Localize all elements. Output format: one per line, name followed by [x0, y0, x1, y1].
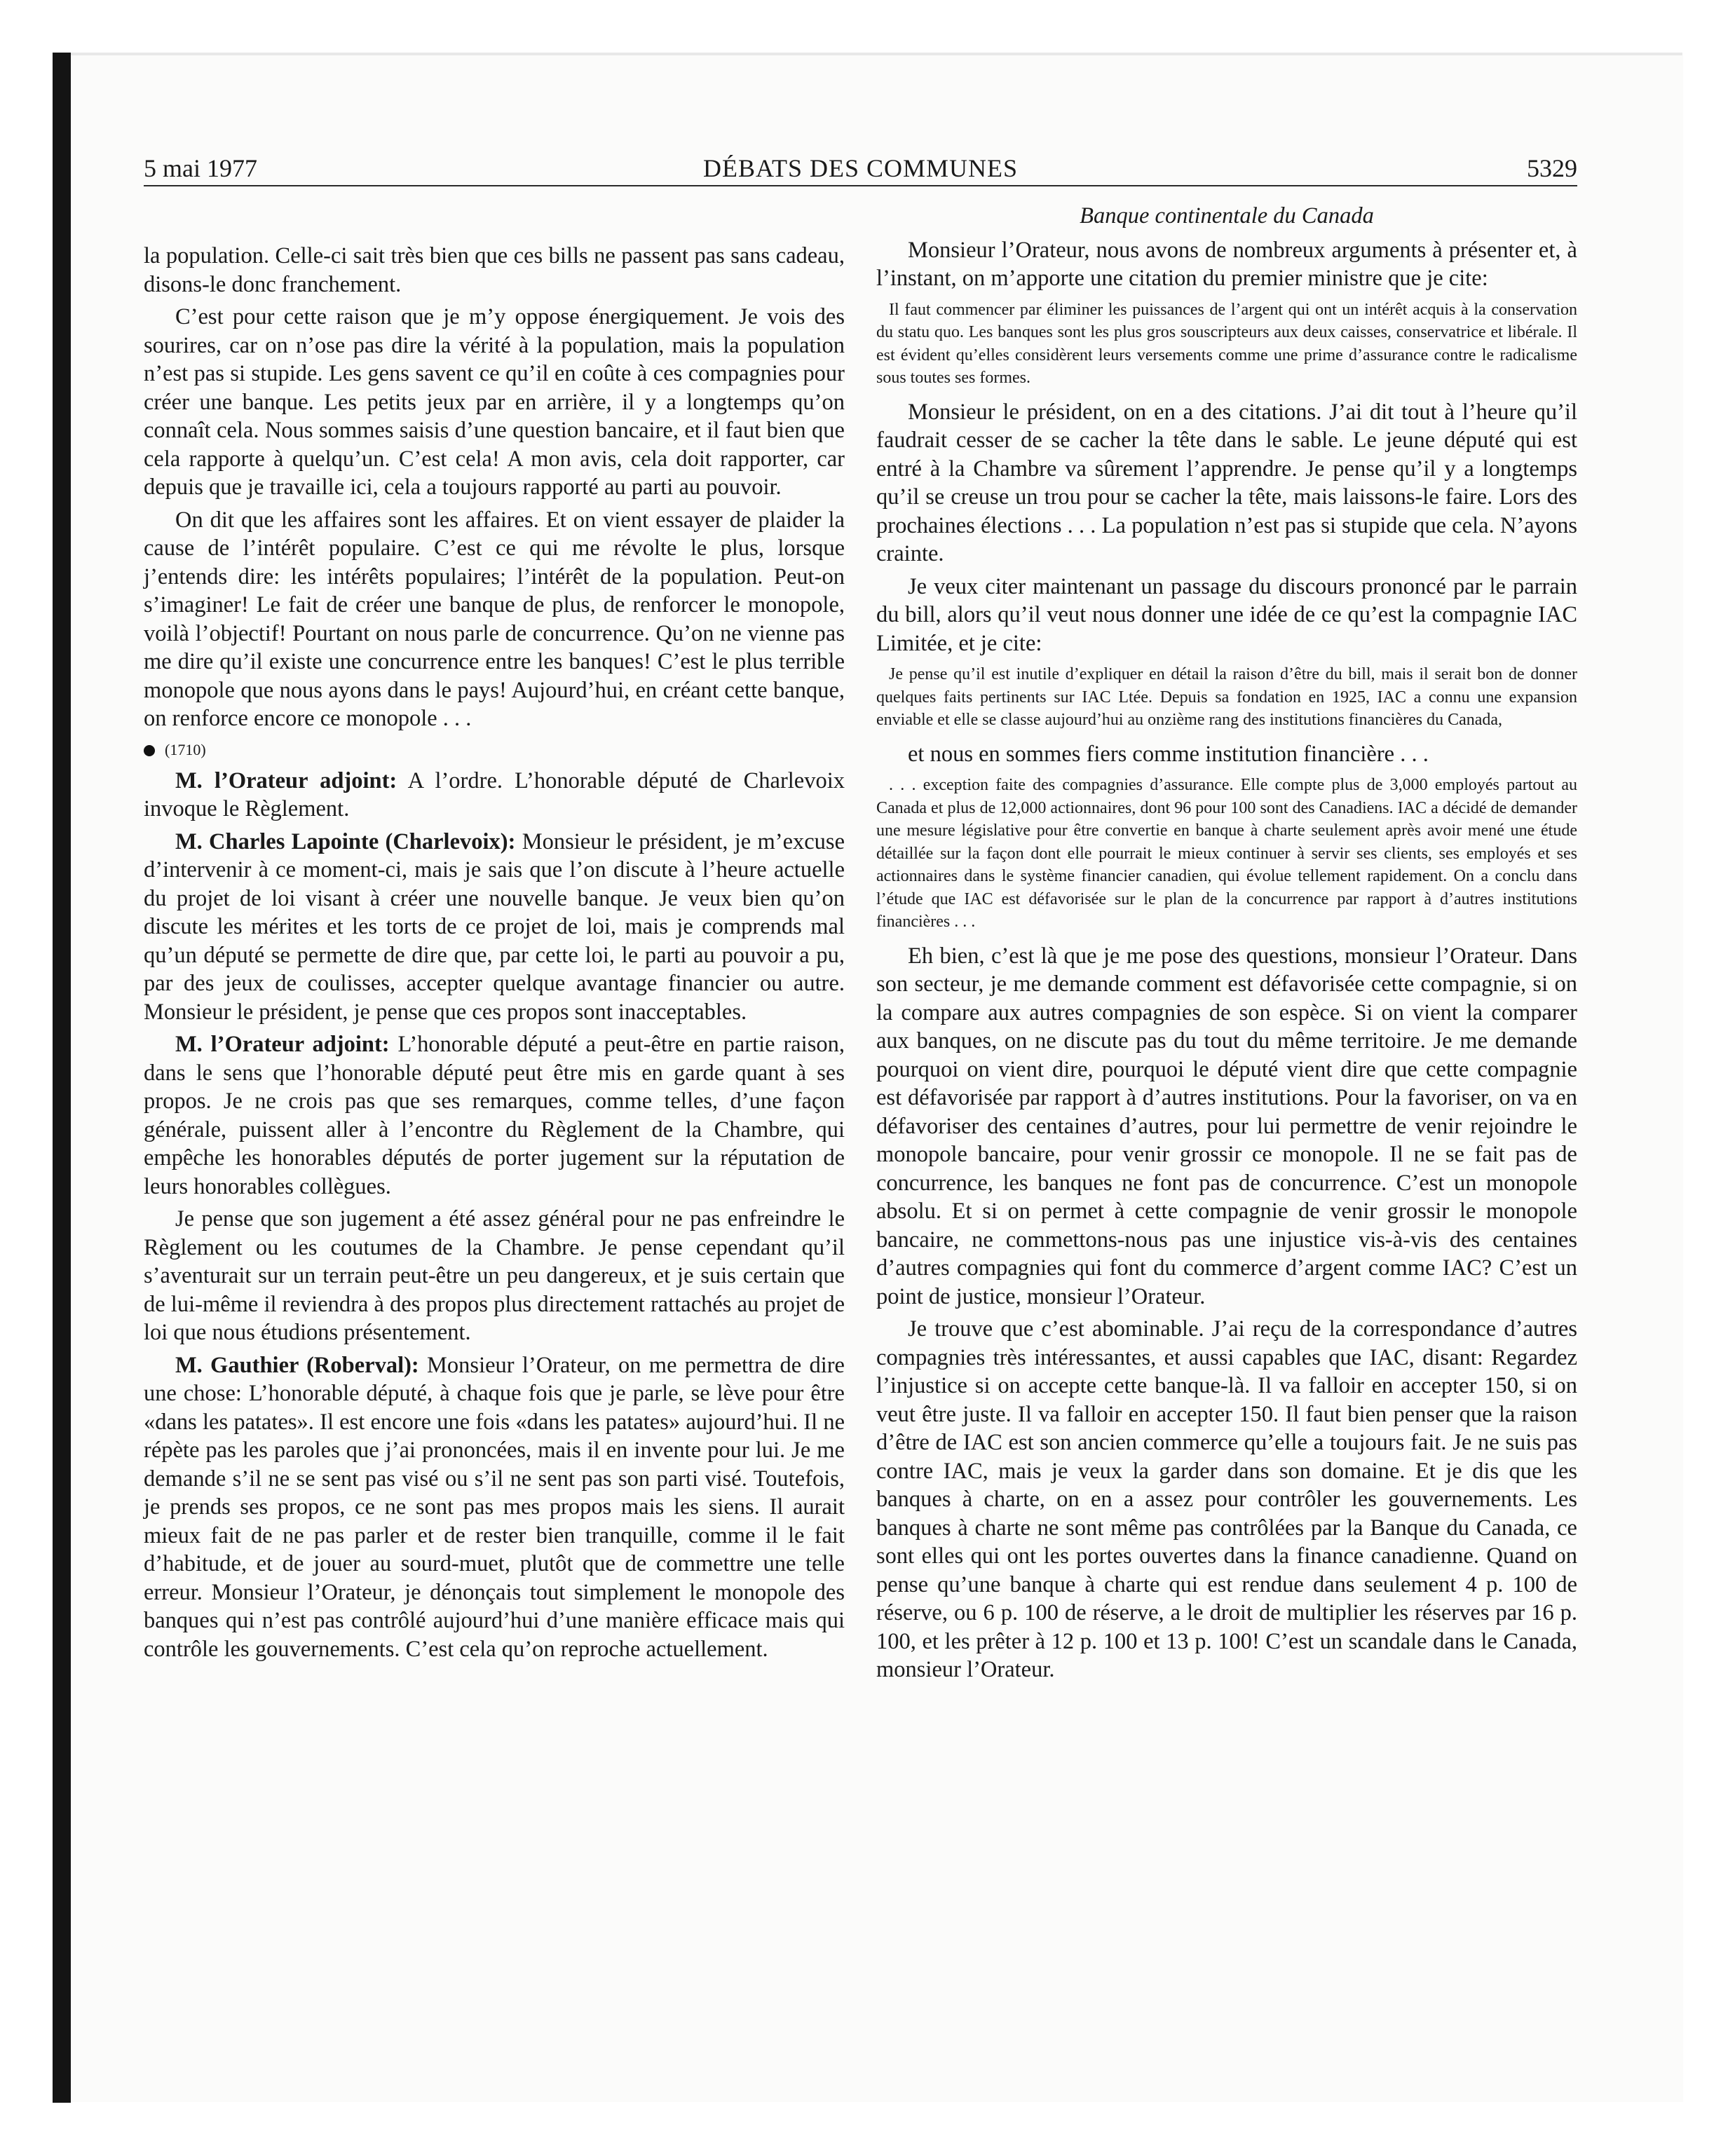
section-title: Banque continentale du Canada — [1080, 203, 1374, 228]
speech — [144, 1351, 845, 1664]
speech-text: Monsieur le président, je m’excuse d’intervenir à ce moment-ci, mais je sais que l’on discute à l’heure actuelle du projet de loi visant à créer une nouvelle banque. Je veux bien qu’on discute les mérites et les torts de ce projet de loi, mais je comprends mal qu’un député se permette de dire que, par cette loi, le parti au pouvoir a pu, par des jeux de coulisses, accepter quelque avantage financier ou autre. Monsieur le président, je pense que ces propos sont inacceptables. — [144, 828, 845, 1025]
paragraph: Je trouve que c’est abominable. J’ai reçu de la correspondance d’autres compagnies très intéressantes, et aussi capables que IAC, disant: Regardez l’injustice si on accepte cette banque-là. Il va falloir en accepter 150, si on veut être juste. Il va falloir en accepter 150. Il faut bien penser que la raison d’être de IAC est son ancien commerce qu’elle a toujours fait. Je ne suis pas contre IAC, mais je veux la garder dans son domaine. Et je dis que les banques à charte, on en a assez pour contrôler les gouvernements. Les banques à charte ne sont même pas contrôlées par la Banque du Canada, ce sont elles qui ont les portes ouvertes dans la finance canadienne. Quand on pense qu’une banque à charte qui est rendue dans seulement 4 p. 100 de réserve, ou 6 p. 100 de réserve, a le droit de multiplier les réserves par 16 p. 100, et les prêter à 12 p. 100 et 13 p. 100! C’est un scandale dans le Canada, monsieur l’Orateur. — [876, 1316, 1577, 1682]
speech — [144, 767, 845, 824]
speaker-name: M. l’Orateur adjoint: — [175, 767, 397, 793]
speaker-name: M. l’Orateur adjoint: — [175, 1032, 390, 1057]
paragraph: Je pense que son jugement a été assez général pour ne pas enfreindre le Règlement ou les coutumes de la Chambre. Je pense cependant qu’il s’aventurait sur un terrain peut-être un peu dangereux, et je suis certain que de lui-même il reviendra à des propos plus directement rattachés au projet de loi que nous étudions présentement. — [144, 1206, 845, 1345]
speech — [144, 828, 845, 1027]
scan-binding-edge — [53, 53, 71, 2103]
block-quote: . . . exception faite des compagnies d’assurance. Elle compte plus de 3,000 employés partout au Canada et plus de 12,000 actionnaires, dont 96 pour 100 sont des Canadiens. IAC a décidé de demander une mesure législative pour être convertie en banque à charte seulement après avoir mené une étude détaillée sur la façon dont elle pourrait le mieux continuer à servir ses clients, ses employés et ses actionnaires dans le système financier canadien, qui évolue tellement rapidement. On a conclu dans l’étude que IAC est défavorisée sur le plan de la concurrence par rapport à d’autres institutions financières . . . — [876, 776, 1577, 931]
speaker-name: M. Charles Lapointe (Charlevoix): — [175, 828, 516, 854]
paragraph: la population. Celle-ci sait très bien que ces bills ne passent pas sans cadeau, disons-le donc franchement. — [144, 243, 845, 297]
time-marker-label: (1710) — [165, 740, 206, 758]
speech-text: L’honorable député a peut-être en partie raison, dans le sens que l’honorable député peut être mis en garde quant à ses propos. Je ne crois pas que ses remarques, comme telles, d’une façon générale, puissent aller à l’encontre du Règlement de la Chambre, qui empêche les honorables députés de porter jugement sur la réputation de leurs honorables collègues. — [144, 1032, 845, 1199]
left-column — [144, 242, 845, 1667]
interjection: et nous en sommes fiers comme institution financière . . . — [908, 741, 1429, 767]
speech — [144, 1030, 845, 1201]
block-quote: Il faut commencer par éliminer les puissances de l’argent qui ont un intérêt acquis à la conservation du statu quo. Les banques sont les plus gros souscripteurs aux deux caisses, conservatrice et libérale. Il est évident qu’elles considèrent leurs versements comme une prime d’assurance contre le radicalisme sous toutes ses formes. — [876, 300, 1577, 387]
time-marker — [144, 737, 845, 763]
bullet-icon — [144, 745, 155, 756]
speech-text: Monsieur l’Orateur, on me permettra de dire une chose: L’honorable député, à chaque fois que je parle, se lève pour être «dans les patates». Il est encore une fois «dans les patates» aujourd’hui. Il ne répète pas les paroles que j’ai prononcées, mais il en invente pour lui. Je me demande s’il ne se sent pas visé ou s’il ne sent pas son parti visé. Toutefois, je prends ses propos, ce ne sont pas mes propos mais les siens. Il aurait mieux fait de ne pas parler et de rester bien tranquille, comme il le fait d’habitude, et de jouer au sourd-muet, plutôt que de commettre une telle erreur. Monsieur l’Orateur, je dénonçais tout simplement le monopole des banques qui n’est pas contrôlé aujourd’hui d’une manière efficace mais qui contrôle les gouvernements. C’est cela qu’on reproche actuellement. — [144, 1352, 845, 1662]
header-date: 5 mai 1977 — [144, 154, 257, 182]
page-number: 5329 — [1527, 154, 1577, 182]
publication-title: DÉBATS DES COMMUNES — [702, 154, 1019, 182]
block-quote: Je pense qu’il est inutile d’expliquer en détail la raison d’être du bill, mais il serait bon de donner quelques faits pertinents sur IAC Ltée. Depuis sa fondation en 1925, IAC a connu une expansion enviable et elle se classe aujourd’hui au onzième rang des institutions financières du Canada, — [876, 665, 1577, 729]
paragraph: Je veux citer maintenant un passage du discours prononcé par le parrain du bill, alors qu’il veut nous donner une idée de ce qu’est la compagnie IAC Limitée, et je cite: — [876, 573, 1577, 656]
paragraph: Monsieur l’Orateur, nous avons de nombreux arguments à présenter et, à l’instant, on m’apporte une citation du premier ministre que je cite: — [876, 237, 1577, 291]
paragraph: Monsieur le président, on en a des citations. J’ai dit tout à l’heure qu’il faudrait cesser de se cacher la tête dans le sable. Le jeune député qui est entré à la Chambre va sûrement l’apprendre. Je pense qu’il y a longtemps qu’il se creuse un trou pour se cacher la tête, mais laissons-le faire. Lors des prochaines élections . . . La population n’est pas si stupide que cela. N’ayons crainte. — [876, 399, 1577, 566]
speaker-name: M. Gauthier (Roberval): — [175, 1352, 419, 1378]
paragraph: Eh bien, c’est là que je me pose des questions, monsieur l’Orateur. Dans son secteur, je me demande comment est défavorisée cette compagnie, si on la compare aux autres compagnies de son espèce. Si on vient la comparer aux banques, on ne discute pas du tout du même territoire. Je me demande pourquoi on vient dire, pourquoi le député vient dire que cette compagnie est défavorisée par rapport à d’autres institutions. Pour la favoriser, on va en défavoriser des centaines d’autres, pour lui permettre de venir rejoindre le monopole bancaire, pour venir grossir ce monopole. Il ne se fait pas de concurrence, les banques ne font pas de concurrence. C’est un monopole absolu. Et si on permet à cette compagnie de venir grossir le monopole bancaire, ne commettons-nous pas une injustice vis-à-vis des centaines d’autres compagnies qui font du commerce d’argent comme IAC? C’est un point de justice, monsieur l’Orateur. — [876, 943, 1577, 1309]
running-header — [144, 151, 1577, 186]
paragraph: C’est pour cette raison que je m’y oppose énergiquement. Je vois des sourires, car on n’ose pas dire la vérité à la population, mais la population n’est pas si stupide. Les gens savent ce qu’il en coûte à ces compagnies pour créer une banque. Les petits jeux par en arrière, il y a longtemps qu’on connaît cela. Nous sommes saisis d’une question bancaire, et il faut bien que cela rapporte à quelqu’un. C’est cela! A mon avis, cela doit rapporter, car depuis que je travaille ici, cela a toujours rapporté au parti au pouvoir. — [144, 304, 845, 500]
speech-text: A l’ordre. L’honorable député de Charlevoix invoque le Règlement. — [144, 767, 845, 821]
right-column — [876, 202, 1577, 1688]
paragraph: On dit que les affaires sont les affaires. Et on vient essayer de plaider la cause de l’intérêt populaire. C’est ce qui me révolte le plus, lorsque j’entends dire: les intérêts populaires; l’intérêt de la population. Peut-on s’imaginer! Le fait de créer une banque de plus, de renforcer le monopole, voilà l’objectif! Pourtant on nous parle de concurrence. Qu’on ne vienne pas me dire qu’il existe une concurrence entre les banques! C’est le plus terrible monopole que nous ayons dans le pays! Aujourd’hui, en créant cette banque, on renforce encore ce monopole . . . — [144, 507, 845, 731]
